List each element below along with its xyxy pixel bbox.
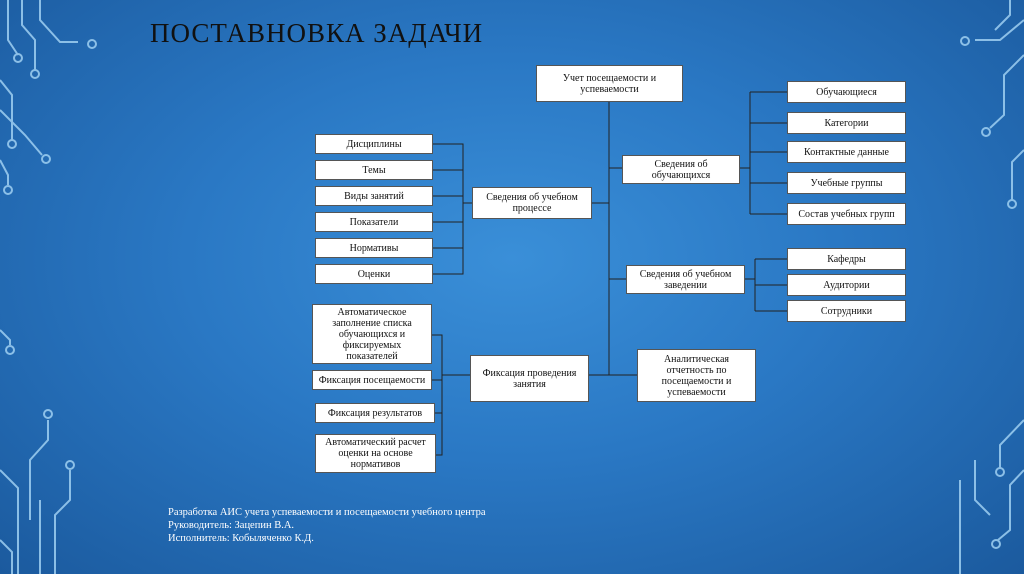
branch-students: Сведения об обучающихся <box>622 155 740 184</box>
process-child-topics: Темы <box>315 160 433 180</box>
institution-child-classrooms: Аудитории <box>787 274 906 296</box>
students-child-groups: Учебные группы <box>787 172 906 194</box>
footer-project: Разработка АИС учета успеваемости и посещаемости учебного центра <box>168 507 486 518</box>
process-child-indicators: Показатели <box>315 212 433 232</box>
institution-child-staff: Сотрудники <box>787 300 906 322</box>
branch-institution: Сведения об учебном заведении <box>626 265 745 294</box>
lesson-child-autofill: Автоматическое заполнение списка обучающихся и фиксируемых показателей <box>312 304 432 364</box>
students-child-group-members: Состав учебных групп <box>787 203 906 225</box>
lesson-child-results: Фиксация результатов <box>315 403 435 423</box>
process-child-grades: Оценки <box>315 264 433 284</box>
branch-process: Сведения об учебном процессе <box>472 187 592 219</box>
branch-reports: Аналитическая отчетность по посещаемости и успеваемости <box>637 349 756 402</box>
process-child-standards: Нормативы <box>315 238 433 258</box>
students-child-contacts: Контактные данные <box>787 141 906 163</box>
diagram-root: Учет посещаемости и успеваемости <box>536 65 683 102</box>
page-title: ПОСТАВНОВКА ЗАДАЧИ <box>150 18 484 48</box>
students-child-learners: Обучающиеся <box>787 81 906 103</box>
lesson-child-autograde: Автоматический расчет оценки на основе нормативов <box>315 434 436 473</box>
students-child-categories: Категории <box>787 112 906 134</box>
footer-author: Исполнитель: Кобыляченко К.Д. <box>168 533 314 544</box>
lesson-child-attendance: Фиксация посещаемости <box>312 370 432 390</box>
footer <box>168 506 486 545</box>
process-child-disciplines: Дисциплины <box>315 134 433 154</box>
process-child-lesson-types: Виды занятий <box>315 186 433 206</box>
footer-supervisor: Руководитель: Зацепин В.А. <box>168 520 295 531</box>
institution-child-departments: Кафедры <box>787 248 906 270</box>
branch-lesson: Фиксация проведения занятия <box>470 355 589 402</box>
